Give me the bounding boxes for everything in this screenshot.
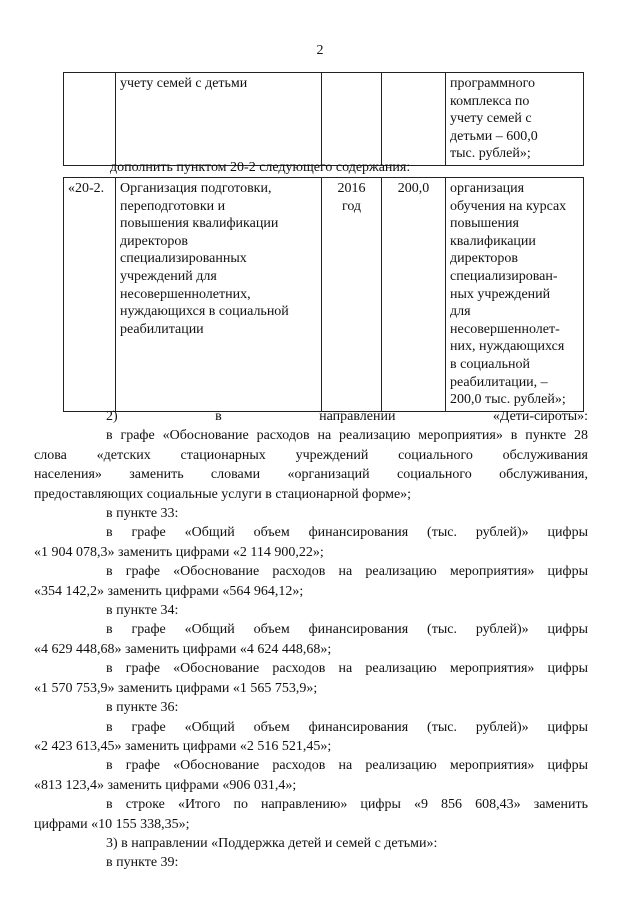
cell-activity	[116, 178, 322, 412]
amendment-paragraph	[34, 523, 588, 562]
amendment-paragraph	[70, 853, 588, 872]
cell-amount	[382, 178, 446, 412]
paragraph-line: в графе «Обоснование расходов на реализацию мероприятия» цифры	[106, 758, 588, 774]
paragraph-line: «1 570 753,9» заменить цифрами «1 565 753,9»;	[34, 680, 318, 696]
cell-term	[322, 178, 382, 412]
cell-text-line: детьми – 600,0	[450, 128, 538, 144]
amount-value: 200,0	[397, 181, 430, 196]
paragraph-line: в графе «Обоснование расходов на реализацию мероприятия» в пункте 28	[106, 428, 588, 444]
amendment-paragraph	[34, 426, 588, 504]
cell-term	[322, 73, 382, 166]
cell-text-line: реабилитации, –	[450, 374, 548, 390]
paragraph-line: в графе «Общий объем финансирования (тыс. рублей)» цифры	[106, 622, 588, 638]
paragraph-line: в пункте 34:	[106, 603, 179, 619]
amendment-paragraph	[34, 795, 588, 834]
amendment-paragraph	[70, 698, 588, 717]
supplement-line: дополнить пунктом 20-2 следующего содержания:	[110, 160, 411, 175]
amendment-paragraph	[34, 659, 588, 698]
amendment-paragraph	[34, 756, 588, 795]
table-fragment-new-item	[63, 177, 584, 412]
cell-text-line: них, нуждающихся	[450, 339, 565, 355]
cell-text-line: специализированных	[120, 251, 247, 267]
amendment-paragraph	[70, 504, 588, 523]
paragraph-line: предоставляющих социальные услуги в стационарной форме»;	[34, 486, 412, 502]
amendment-paragraph	[34, 620, 588, 659]
cell-text-line: специализирован-	[450, 268, 558, 284]
paragraph-line: слова «детских стационарных учреждений социального обслуживания	[34, 447, 588, 463]
cell-amount	[382, 73, 446, 166]
paragraph-line: в графе «Общий объем финансирования (тыс. рублей)» цифры	[106, 525, 588, 541]
paragraph-line: населения» заменить словами «организаций социального обслуживания,	[34, 467, 588, 483]
cell-activity	[116, 73, 322, 166]
cell-text-line: повышения квалификации	[120, 216, 279, 232]
paragraph-line: «4 629 448,68» заменить цифрами «4 624 448,68»;	[34, 641, 332, 657]
cell-text-line: Организация подготовки,	[120, 181, 272, 196]
cell-text-line: несовершеннолет-	[450, 321, 560, 337]
cell-text-line: нуждающихся в социальной	[120, 304, 289, 320]
cell-justification	[446, 178, 584, 412]
amendment-paragraph	[70, 407, 588, 426]
cell-text-line: комплекса по	[450, 93, 530, 109]
cell-number	[64, 73, 116, 166]
paragraph-line: 3) в направлении «Поддержка детей и семей с детьми»:	[106, 835, 438, 851]
paragraph-line: «354 142,2» заменить цифрами «564 964,12»;	[34, 583, 304, 599]
cell-text-line: 200,0 тыс. рублей»;	[450, 392, 566, 408]
cell-text-line: квалификации	[450, 233, 536, 249]
cell-text-line: в социальной	[450, 356, 531, 372]
paragraph-line: «813 123,4» заменить цифрами «906 031,4»;	[34, 777, 297, 793]
cell-text-line: повышения	[450, 216, 519, 232]
paragraph-line: в графе «Обоснование расходов на реализацию мероприятия» цифры	[106, 661, 588, 677]
cell-text-line: для	[450, 304, 471, 320]
table-fragment-top	[63, 72, 584, 166]
cell-text-line: учету семей с	[450, 111, 532, 127]
cell-text-line: учреждений для	[120, 268, 217, 284]
paragraph-line: цифрами «10 155 338,35»;	[34, 816, 190, 832]
item-number: «20-2.	[68, 181, 105, 196]
amendment-paragraph	[70, 834, 588, 853]
paragraph-line: «2 423 613,45» заменить цифрами «2 516 521,45»;	[34, 738, 332, 754]
cell-text-line: ных учреждений	[450, 286, 551, 302]
term-year: 2016	[337, 181, 366, 196]
cell-text-line: учету семей с детьми	[120, 76, 248, 91]
cell-number	[64, 178, 116, 412]
paragraph-line: в графе «Общий объем финансирования (тыс. рублей)» цифры	[106, 719, 588, 735]
table-row	[64, 73, 584, 166]
cell-text-line: несовершеннолетних,	[120, 286, 251, 302]
page-number: 2	[316, 43, 324, 58]
amendment-paragraph	[34, 718, 588, 757]
paragraph-line: в пункте 36:	[106, 700, 179, 716]
cell-text-line: реабилитации	[120, 321, 204, 337]
paragraph-line: в строке «Итого по направлению» цифры «9 856 608,43» заменить	[106, 797, 588, 813]
paragraph-line: «1 904 078,3» заменить цифрами «2 114 900,22»;	[34, 544, 324, 560]
amendment-text	[34, 407, 588, 873]
paragraph-line: в пункте 39:	[106, 855, 179, 871]
cell-text-line: организация	[450, 181, 525, 196]
cell-text-line: директоров	[120, 233, 188, 249]
cell-text-line: обучения на курсах	[450, 198, 567, 214]
paragraph-line: 2) в направлении «Дети-сироты»:	[106, 409, 588, 424]
cell-text-line: директоров	[450, 251, 518, 267]
cell-text-line: программного	[450, 76, 536, 91]
amendment-paragraph	[34, 562, 588, 601]
paragraph-line: в графе «Обоснование расходов на реализацию мероприятия» цифры	[106, 564, 588, 580]
cell-text-line: тыс. рублей»;	[450, 146, 531, 162]
term-unit: год	[341, 198, 362, 214]
table-row	[64, 178, 584, 412]
cell-text-line: переподготовки и	[120, 198, 226, 214]
paragraph-line: в пункте 33:	[106, 506, 179, 522]
amendment-paragraph	[70, 601, 588, 620]
cell-justification	[446, 73, 584, 166]
